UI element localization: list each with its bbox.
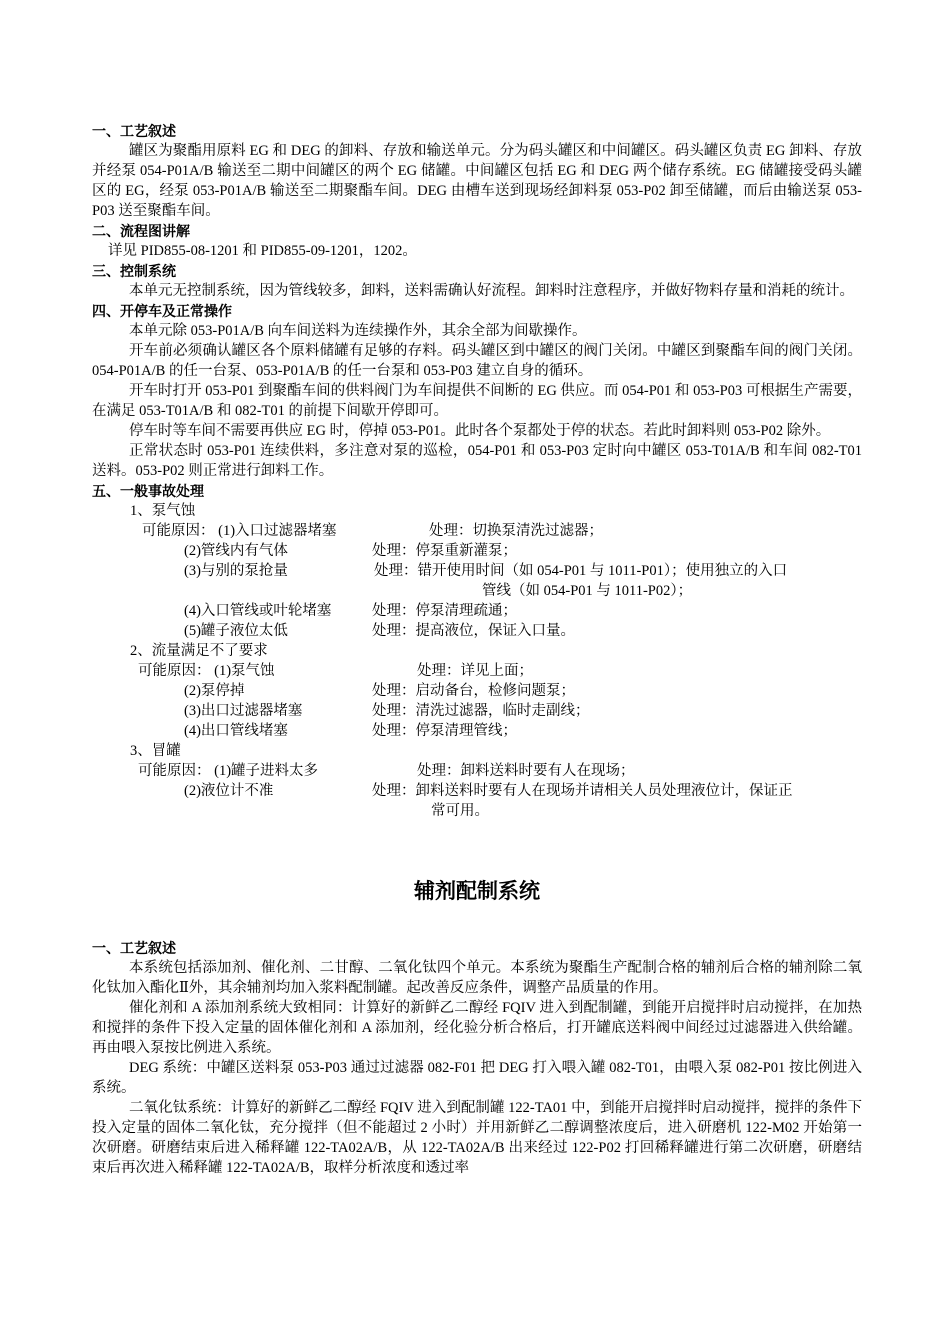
fault-cause: (3)与别的泵抢量 bbox=[184, 563, 288, 579]
fault-group-title: 1、泵气蚀 bbox=[130, 503, 196, 519]
fault-treatment: 处理：错开使用时间（如 054-P01 与 1011-P01）；使用独立的入口 bbox=[374, 563, 788, 579]
paragraph: 本单元除 053-P01A/B 向车间送料为连续操作外，其余全部为间歇操作。 bbox=[129, 323, 587, 339]
fault-treatment: 处理：清洗过滤器，临时走副线； bbox=[372, 703, 590, 719]
fault-cause: 可能原因： (1)泵气蚀 bbox=[138, 663, 275, 679]
fault-row bbox=[92, 801, 862, 821]
fault-cause: (5)罐子液位太低 bbox=[184, 623, 288, 639]
fault-treatment: 处理：停泵清理管线； bbox=[372, 723, 517, 739]
section-heading: 三、控制系统 bbox=[92, 263, 176, 279]
paragraph: DEG 系统：中罐区送料泵 053-P03 通过过滤器 082-F01 把 DEG 打入喂入罐 082-T01，由喂入泵 082-P01 按比例进入系统。 bbox=[92, 1060, 862, 1096]
fault-row bbox=[92, 721, 862, 741]
fault-row bbox=[92, 781, 862, 801]
fault-row bbox=[92, 681, 862, 701]
fault-row bbox=[92, 761, 862, 781]
paragraph: 开车时打开 053-P01 到聚酯车间的供料阀门为车间提供不间断的 EG 供应。而 054-P01 和 053-P03 可根据生产需要，在满足 053-T01A/B 和 082-T01 的前提下间歇开停即可。 bbox=[92, 383, 862, 419]
paragraph: 催化剂和 A 添加剂系统大致相同：计算好的新鲜乙二醇经 FQIV 进入到配制罐，到能开启搅拌时启动搅拌，在加热和搅拌的条件下投入定量的固体催化剂和 A 添加剂，经化验分析合格后，打开罐底送料阀中间经过过滤器进入供给罐。再由喂入泵按比例进入系统。 bbox=[92, 1000, 862, 1056]
paragraph: 开车前必须确认罐区各个原料储罐有足够的存料。码头罐区到中罐区的阀门关闭。中罐区到聚酯车间的阀门关闭。054-P01A/B 的任一台泵、053-P01A/B 的任一台泵和 053-P03 建立自身的循环。 bbox=[92, 343, 862, 379]
fault-row bbox=[92, 661, 862, 681]
fault-treatment: 处理：卸料送料时要有人在现场； bbox=[417, 763, 635, 779]
fault-cause: (2)管线内有气体 bbox=[184, 543, 288, 559]
fault-row bbox=[92, 621, 862, 641]
fault-cause: (2)液位计不准 bbox=[184, 783, 274, 799]
section-heading: 一、工艺叙述 bbox=[92, 123, 176, 139]
fault-row bbox=[92, 701, 862, 721]
fault-cause: (2)泵停掉 bbox=[184, 683, 245, 699]
paragraph: 罐区为聚酯用原料 EG 和 DEG 的卸料、存放和输送单元。分为码头罐区和中间罐区。码头罐区负责 EG 卸料、存放并经泵 054-P01A/B 输送至二期中间罐区的两个 EG 储罐。中间罐区包括 EG 和 DEG 两个储存系统。EG 储罐接受码头罐区的 EG，经泵 053-P01A/B 输送至二期聚酯车间。DEG 由槽车送到现场经卸料泵 053-P02 卸至储罐，而后由输送泵 053-P03 送至聚酯车间。 bbox=[92, 143, 862, 219]
fault-treatment: 处理：详见上面； bbox=[417, 663, 533, 679]
section-heading: 二、流程图讲解 bbox=[92, 223, 190, 239]
fault-group-title: 2、流量满足不了要求 bbox=[130, 643, 268, 659]
paragraph: 停车时等车间不需要再供应 EG 时，停掉 053-P01。此时各个泵都处于停的状态。若此时卸料则 053-P02 除外。 bbox=[129, 423, 831, 439]
document-page bbox=[92, 121, 862, 1178]
fault-treatment: 管线（如 054-P01 与 1011-P02）； bbox=[482, 583, 693, 599]
fault-group-title: 3、冒罐 bbox=[130, 743, 181, 759]
fault-treatment: 处理：提高液位，保证入口量。 bbox=[372, 623, 575, 639]
fault-cause: 可能原因： (1)入口过滤器堵塞 bbox=[142, 523, 337, 539]
paragraph: 正常状态时 053-P01 连续供料，多注意对泵的巡检，054-P01 和 053-P03 定时向中罐区 053-T01A/B 和车间 082-T01 送料。053-P02 则正常进行卸料工作。 bbox=[92, 443, 863, 479]
paragraph: 二氧化钛系统：计算好的新鲜乙二醇经 FQIV 进入到配制罐 122-TA01 中，到能开启搅拌时启动搅拌，搅拌的条件下投入定量的固体二氧化钛，充分搅拌（但不能超过 2 小时）并用新鲜乙二醇调整浓度后，进入研磨机 122-M02 开始第一次研磨。研磨结束后进入稀释罐 122-TA02A/B，从 122-TA02A/B 出来经过 122-P02 打回稀释罐进行第二次研磨，研磨结束后再次进入稀释罐 122-TA02A/B，取样分析浓度和透过率 bbox=[92, 1100, 862, 1176]
paragraph: 本单元无控制系统，因为管线较多，卸料，送料需确认好流程。卸料时注意程序，并做好物料存量和消耗的统计。 bbox=[129, 283, 854, 299]
section-heading: 四、开停车及正常操作 bbox=[92, 303, 232, 319]
section-heading: 一、工艺叙述 bbox=[92, 940, 176, 956]
paragraph: 本系统包括添加剂、催化剂、二甘醇、二氧化钛四个单元。本系统为聚酯生产配制合格的辅剂后合格的辅剂除二氧化钛加入酯化Ⅱ外，其余辅剂均加入浆料配制罐。起改善反应条件，调整产品质量的作用。 bbox=[92, 960, 862, 996]
fault-treatment: 处理：停泵重新灌泵； bbox=[372, 543, 517, 559]
fault-row bbox=[92, 541, 862, 561]
fault-cause: (4)出口管线堵塞 bbox=[184, 723, 288, 739]
fault-treatment: 处理：停泵清理疏通； bbox=[372, 603, 517, 619]
fault-cause: 可能原因： (1)罐子进料太多 bbox=[138, 763, 319, 779]
fault-treatment: 处理：卸料送料时要有人在现场并请相关人员处理液位计，保证正 bbox=[372, 783, 793, 799]
fault-treatment: 处理：切换泵清洗过滤器； bbox=[429, 523, 603, 539]
fault-cause: (4)入口管线或叶轮堵塞 bbox=[184, 603, 332, 619]
paragraph: 详见 PID855-08-1201 和 PID855-09-1201，1202。 bbox=[108, 243, 417, 259]
fault-row bbox=[92, 561, 862, 581]
section-heading: 五、一般事故处理 bbox=[92, 483, 204, 499]
fault-row bbox=[92, 581, 862, 601]
fault-treatment: 处理：启动备台，检修问题泵； bbox=[372, 683, 575, 699]
fault-row bbox=[92, 521, 862, 541]
fault-cause: (3)出口过滤器堵塞 bbox=[184, 703, 303, 719]
fault-treatment: 常可用。 bbox=[431, 803, 489, 819]
chapter-title: 辅剂配制系统 bbox=[414, 880, 540, 903]
fault-row bbox=[92, 601, 862, 621]
